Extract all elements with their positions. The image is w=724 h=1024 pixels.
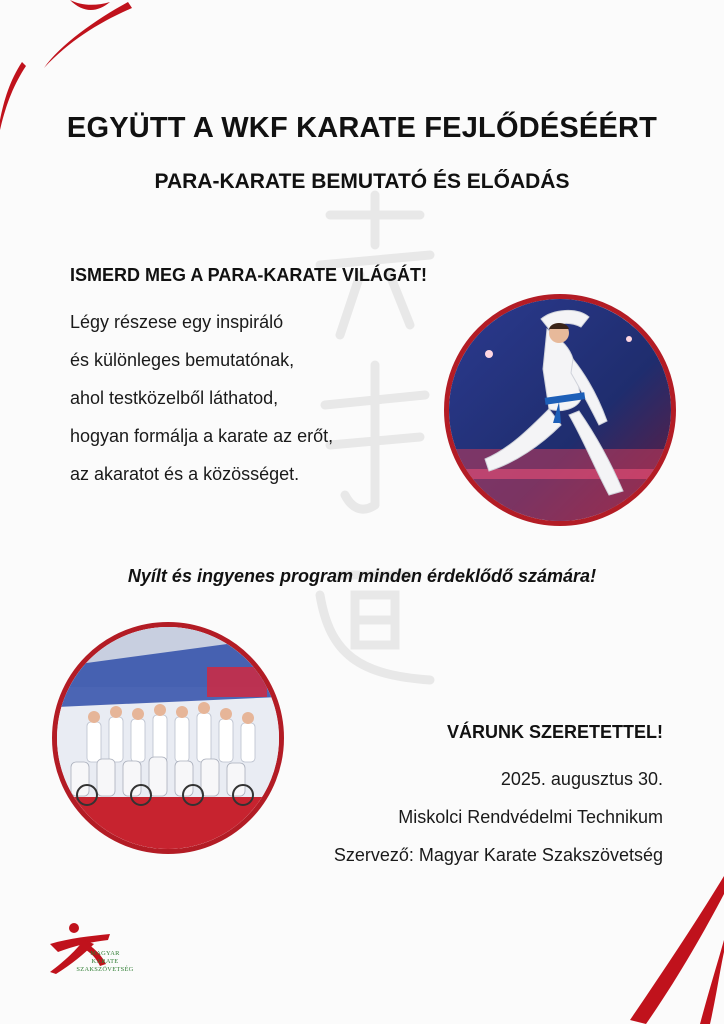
event-date: 2025. augusztus 30. bbox=[500, 769, 663, 789]
welcome-heading: VÁRUNK SZERETETTEL! bbox=[447, 722, 663, 742]
intro-line: Légy részese egy inspiráló bbox=[70, 312, 284, 332]
logo-text-line: MAGYAR bbox=[90, 950, 120, 957]
event-organizer: Szervező: Magyar Karate Szakszövetség bbox=[333, 845, 663, 865]
page-title: EGYÜTT A WKF KARATE FEJLŐDÉSÉÉRT bbox=[66, 112, 658, 144]
page-subtitle: PARA-KARATE BEMUTATÓ ÉS ELŐADÁS bbox=[154, 170, 570, 193]
logo-text-line: KARATE bbox=[91, 958, 119, 965]
intro-heading: ISMERD MEG A PARA-KARATE VILÁGÁT! bbox=[70, 265, 427, 285]
intro-text bbox=[70, 303, 333, 493]
group-photo bbox=[52, 622, 284, 854]
karateka-photo bbox=[444, 294, 676, 526]
logo-text-line: SZAKSZÖVETSÉG bbox=[76, 966, 134, 973]
brush-stroke-bottom-right bbox=[600, 870, 724, 1024]
event-venue: Miskolci Rendvédelmi Technikum bbox=[398, 807, 663, 827]
intro-line: az akaratot és a közösséget. bbox=[70, 464, 300, 484]
intro-line: hogyan formálja a karate az erőt, bbox=[70, 426, 334, 446]
intro-line: és különleges bemutatónak, bbox=[70, 350, 295, 370]
logo-wordmark bbox=[70, 950, 140, 974]
intro-line: ahol testközelből láthatod, bbox=[70, 388, 279, 408]
tagline: Nyílt és ingyenes program minden érdeklődő számára! bbox=[127, 566, 597, 586]
event-details bbox=[334, 760, 663, 874]
